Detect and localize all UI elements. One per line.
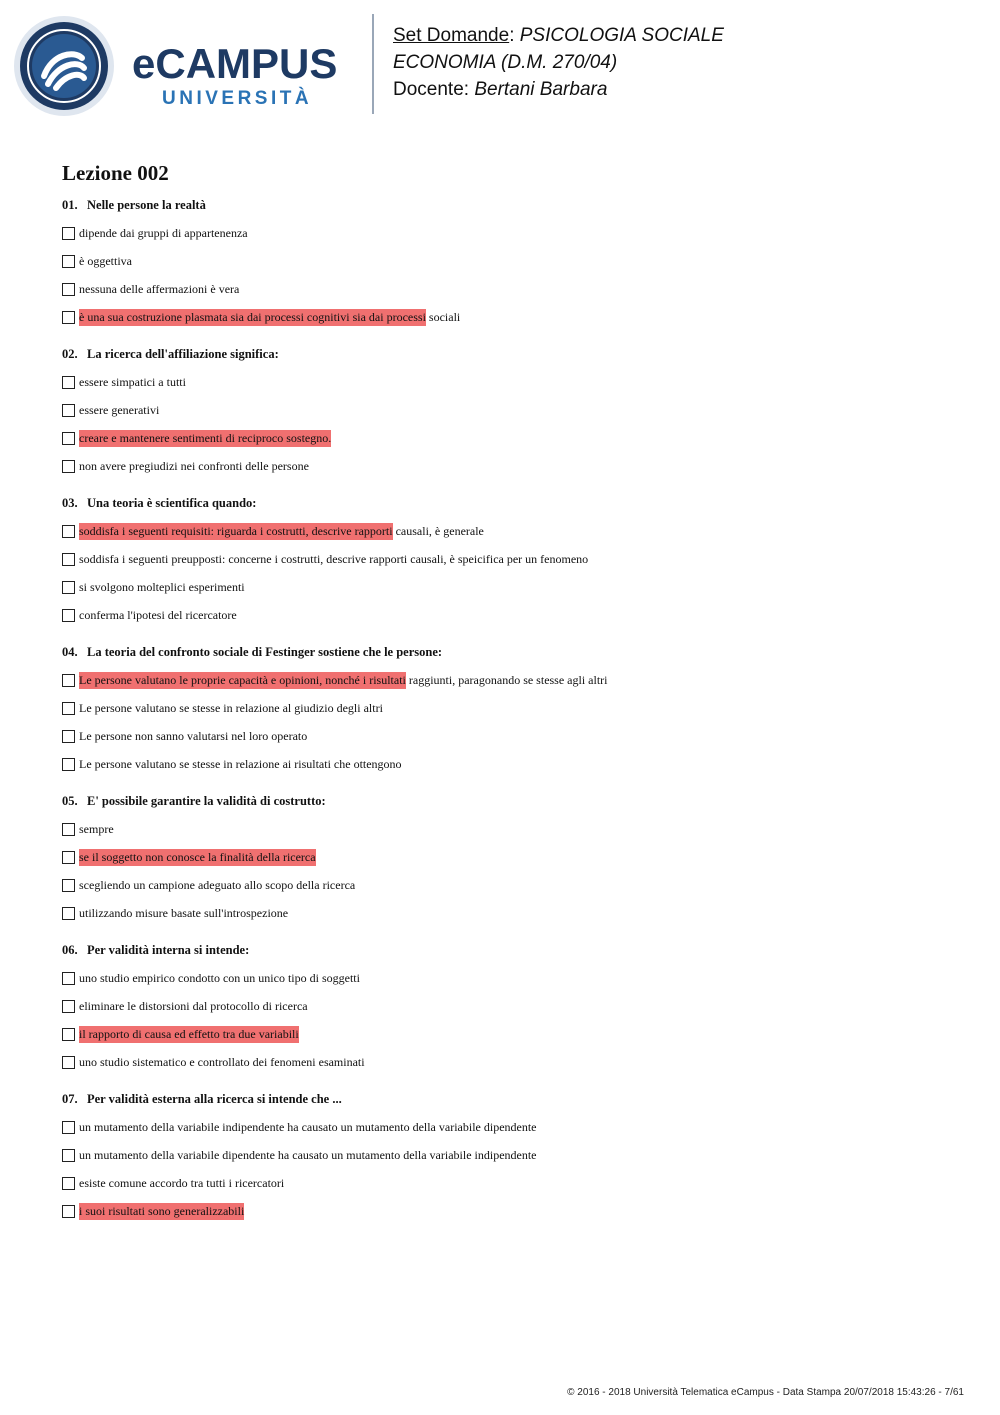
answer-checkbox[interactable] bbox=[62, 311, 75, 324]
teacher-label: Docente: bbox=[393, 79, 475, 100]
lesson-title: Lezione 002 bbox=[62, 161, 169, 185]
answer-text: uno studio sistematico e controllato dei fenomeni esaminati bbox=[79, 1054, 365, 1069]
answer-text: utilizzando misure basate sull'introspezione bbox=[79, 905, 289, 920]
answer-option[interactable] bbox=[62, 694, 962, 722]
course-program: ECONOMIA (D.M. 270/04) bbox=[393, 52, 618, 73]
question-block bbox=[62, 792, 962, 927]
answer-checkbox[interactable] bbox=[62, 674, 75, 687]
question-block bbox=[62, 196, 962, 331]
question-label: La ricerca dell'affiliazione significa: bbox=[87, 347, 279, 361]
question-number: 03. bbox=[62, 496, 78, 510]
question-label: La teoria del confronto sociale di Festinger sostiene che le persone: bbox=[87, 645, 443, 659]
answer-option[interactable] bbox=[62, 1169, 962, 1197]
answer-text-rest: sociali bbox=[425, 309, 461, 324]
answer-option[interactable] bbox=[62, 303, 962, 331]
answer-checkbox[interactable] bbox=[62, 702, 75, 715]
question-block bbox=[62, 494, 962, 629]
answer-option[interactable] bbox=[62, 666, 962, 694]
answer-option[interactable] bbox=[62, 219, 962, 247]
teacher-name: Bertani Barbara bbox=[474, 79, 608, 100]
answer-text: scegliendo un campione adeguato allo scopo della ricerca bbox=[79, 877, 356, 892]
answer-text: Le persone valutano se stesse in relazione ai risultati che ottengono bbox=[79, 756, 402, 771]
question-number: 07. bbox=[62, 1092, 78, 1106]
answer-checkbox[interactable] bbox=[62, 823, 75, 836]
answer-option[interactable] bbox=[62, 964, 962, 992]
question-text bbox=[62, 345, 962, 363]
answer-option[interactable] bbox=[62, 545, 962, 573]
question-number: 04. bbox=[62, 645, 78, 659]
answer-text: conferma l'ipotesi del ricercatore bbox=[79, 607, 237, 622]
question-text bbox=[62, 643, 962, 661]
answer-text: essere simpatici a tutti bbox=[79, 374, 186, 389]
question-block bbox=[62, 643, 962, 778]
answer-text: si svolgono molteplici esperimenti bbox=[79, 579, 245, 594]
answer-text: eliminare le distorsioni dal protocollo di ricerca bbox=[79, 998, 308, 1013]
answer-option[interactable] bbox=[62, 368, 962, 396]
answer-option[interactable] bbox=[62, 815, 962, 843]
answer-option[interactable] bbox=[62, 1048, 962, 1076]
question-block bbox=[62, 345, 962, 480]
answer-option[interactable] bbox=[62, 517, 962, 545]
answer-text: nessuna delle affermazioni è vera bbox=[79, 281, 240, 296]
answer-text: uno studio empirico condotto con un unico tipo di soggetti bbox=[79, 970, 360, 985]
answer-checkbox[interactable] bbox=[62, 730, 75, 743]
answer-option[interactable] bbox=[62, 722, 962, 750]
answer-checkbox[interactable] bbox=[62, 1056, 75, 1069]
answer-text-rest: raggiunti, paragonando se stesse agli altri bbox=[405, 672, 608, 687]
answer-checkbox[interactable] bbox=[62, 609, 75, 622]
question-label: Per validità interna si intende: bbox=[87, 943, 250, 957]
answer-text: Le persone valutano se stesse in relazione al giudizio degli altri bbox=[79, 700, 383, 715]
answer-text: non avere pregiudizi nei confronti delle persone bbox=[79, 458, 309, 473]
question-text bbox=[62, 792, 962, 810]
answer-text: sempre bbox=[79, 821, 114, 836]
header-divider bbox=[372, 14, 374, 114]
answer-checkbox[interactable] bbox=[62, 432, 75, 445]
answer-checkbox[interactable] bbox=[62, 525, 75, 538]
answer-option[interactable] bbox=[62, 992, 962, 1020]
answer-checkbox[interactable] bbox=[62, 1149, 75, 1162]
answer-text: essere generativi bbox=[79, 402, 160, 417]
answer-checkbox[interactable] bbox=[62, 227, 75, 240]
question-text bbox=[62, 196, 962, 214]
answer-checkbox[interactable] bbox=[62, 851, 75, 864]
brand-name: eCAMPUS bbox=[132, 40, 338, 87]
question-text bbox=[62, 1090, 962, 1108]
correct-answer-highlight: se il soggetto non conosce la finalità della ricerca bbox=[79, 849, 316, 864]
answer-checkbox[interactable] bbox=[62, 879, 75, 892]
answer-checkbox[interactable] bbox=[62, 404, 75, 417]
answer-checkbox[interactable] bbox=[62, 283, 75, 296]
correct-answer-highlight: è una sua costruzione plasmata sia dai processi cognitivi sia dai processi bbox=[79, 309, 426, 324]
answer-text: esiste comune accordo tra tutti i ricercatori bbox=[79, 1175, 285, 1190]
question-label: Per validità esterna alla ricerca si intende che ... bbox=[87, 1092, 342, 1106]
answer-checkbox[interactable] bbox=[62, 1205, 75, 1218]
question-list bbox=[62, 196, 962, 1239]
answer-text: Le persone non sanno valutarsi nel loro operato bbox=[79, 728, 308, 743]
correct-answer-highlight: Le persone valutano le proprie capacità e opinioni, nonché i risultati bbox=[79, 672, 406, 687]
answer-option[interactable] bbox=[62, 1113, 962, 1141]
answer-option[interactable] bbox=[62, 452, 962, 480]
answer-option[interactable] bbox=[62, 1197, 962, 1225]
question-text bbox=[62, 494, 962, 512]
course-subject: PSICOLOGIA SOCIALE bbox=[519, 25, 724, 46]
question-label: Nelle persone la realtà bbox=[87, 198, 206, 212]
question-label: E' possibile garantire la validità di costrutto: bbox=[87, 794, 326, 808]
question-number: 02. bbox=[62, 347, 78, 361]
question-text bbox=[62, 941, 962, 959]
answer-text: soddisfa i seguenti preupposti: concerne i costrutti, descrive rapporti causali, è speicifica per un fenomeno bbox=[79, 551, 589, 566]
course-line-1 bbox=[393, 22, 724, 49]
answer-option[interactable] bbox=[62, 871, 962, 899]
answer-option[interactable] bbox=[62, 843, 962, 871]
correct-answer-highlight: creare e mantenere sentimenti di reciproco sostegno. bbox=[79, 430, 332, 445]
answer-option[interactable] bbox=[62, 750, 962, 778]
answer-option[interactable] bbox=[62, 247, 962, 275]
answer-option[interactable] bbox=[62, 1020, 962, 1048]
answer-checkbox[interactable] bbox=[62, 460, 75, 473]
question-number: 06. bbox=[62, 943, 78, 957]
answer-checkbox[interactable] bbox=[62, 376, 75, 389]
set-label: Set Domande bbox=[393, 25, 510, 46]
answer-text: un mutamento della variabile indipendente ha causato un mutamento della variabile dipendente bbox=[79, 1119, 537, 1134]
answer-checkbox[interactable] bbox=[62, 1121, 75, 1134]
answer-checkbox[interactable] bbox=[62, 1028, 75, 1041]
course-line-3 bbox=[393, 76, 724, 103]
answer-option[interactable] bbox=[62, 396, 962, 424]
question-block bbox=[62, 941, 962, 1076]
question-number: 01. bbox=[62, 198, 78, 212]
course-line-2 bbox=[393, 49, 724, 76]
page-header bbox=[0, 0, 1000, 130]
answer-option[interactable] bbox=[62, 424, 962, 452]
answer-checkbox[interactable] bbox=[62, 255, 75, 268]
course-info bbox=[393, 22, 724, 103]
answer-checkbox[interactable] bbox=[62, 907, 75, 920]
answer-checkbox[interactable] bbox=[62, 1177, 75, 1190]
answer-checkbox[interactable] bbox=[62, 758, 75, 771]
set-separator: : bbox=[509, 25, 520, 46]
brand-subtitle: UNIVERSITÀ bbox=[162, 88, 313, 109]
answer-checkbox[interactable] bbox=[62, 553, 75, 566]
answer-option[interactable] bbox=[62, 899, 962, 927]
answer-text: un mutamento della variabile dipendente ha causato un mutamento della variabile indipendente bbox=[79, 1147, 537, 1162]
question-number: 05. bbox=[62, 794, 78, 808]
ecampus-logo-icon bbox=[12, 14, 116, 118]
answer-text-rest: causali, è generale bbox=[392, 523, 484, 538]
answer-option[interactable] bbox=[62, 275, 962, 303]
correct-answer-highlight: il rapporto di causa ed effetto tra due variabili bbox=[79, 1026, 299, 1041]
answer-text: è oggettiva bbox=[79, 253, 132, 268]
answer-option[interactable] bbox=[62, 573, 962, 601]
page-footer: © 2016 - 2018 Università Telematica eCampus - Data Stampa 20/07/2018 15:43:26 - 7/61 bbox=[567, 1387, 964, 1398]
answer-text: dipende dai gruppi di appartenenza bbox=[79, 225, 248, 240]
correct-answer-highlight: soddisfa i seguenti requisiti: riguarda i costrutti, descrive rapporti bbox=[79, 523, 393, 538]
answer-option[interactable] bbox=[62, 601, 962, 629]
question-block bbox=[62, 1090, 962, 1225]
answer-option[interactable] bbox=[62, 1141, 962, 1169]
answer-checkbox[interactable] bbox=[62, 972, 75, 985]
answer-checkbox[interactable] bbox=[62, 1000, 75, 1013]
correct-answer-highlight: i suoi risultati sono generalizzabili bbox=[79, 1203, 245, 1218]
question-label: Una teoria è scientifica quando: bbox=[87, 496, 257, 510]
answer-checkbox[interactable] bbox=[62, 581, 75, 594]
